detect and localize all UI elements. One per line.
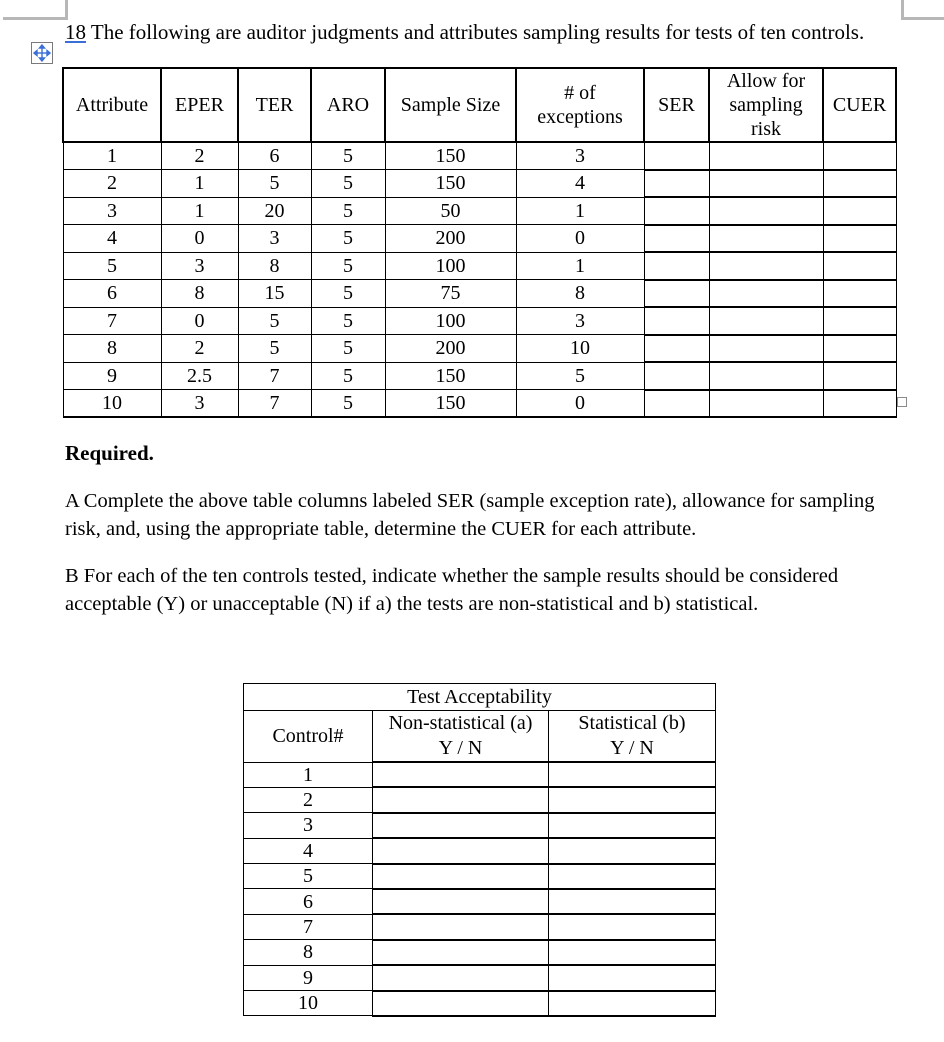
cell-attribute: 7	[63, 307, 161, 335]
cell-ter: 5	[238, 307, 311, 335]
results-table	[62, 67, 897, 418]
acceptability-row	[244, 965, 716, 990]
cell-control-number: 10	[244, 991, 373, 1016]
header-eper: EPER	[161, 68, 238, 142]
cell-cuer-input[interactable]	[823, 390, 896, 418]
cell-exceptions: 4	[516, 170, 644, 198]
results-row	[63, 197, 896, 225]
header-attribute: Attribute	[63, 68, 161, 142]
cell-sample-size: 150	[385, 362, 516, 390]
cell-allowance-input[interactable]	[709, 225, 823, 253]
cell-ter: 15	[238, 280, 311, 308]
cell-exceptions: 0	[516, 390, 644, 418]
cell-attribute: 1	[63, 142, 161, 170]
cell-cuer-input[interactable]	[823, 335, 896, 363]
header-ter: TER	[238, 68, 311, 142]
cell-eper: 1	[161, 170, 238, 198]
cell-aro: 5	[311, 142, 385, 170]
header-nonstatistical	[373, 711, 549, 763]
acceptability-row	[244, 762, 716, 787]
cell-nonstatistical-input[interactable]	[373, 889, 549, 914]
cell-sample-size: 200	[385, 335, 516, 363]
header-aro: ARO	[311, 68, 385, 142]
cell-attribute: 10	[63, 390, 161, 418]
cell-aro: 5	[311, 390, 385, 418]
cell-exceptions: 5	[516, 362, 644, 390]
cell-ser-input[interactable]	[644, 197, 709, 225]
acceptability-row	[244, 838, 716, 863]
results-row	[63, 390, 896, 418]
cell-nonstatistical-input[interactable]	[373, 864, 549, 889]
cell-cuer-input[interactable]	[823, 170, 896, 198]
results-header-row	[63, 68, 896, 142]
cell-attribute: 6	[63, 280, 161, 308]
question-text: The following are auditor judgments and attributes sampling results for tests of ten controls.	[86, 20, 865, 44]
cell-attribute: 8	[63, 335, 161, 363]
cell-attribute: 5	[63, 252, 161, 280]
cell-allowance-input[interactable]	[709, 390, 823, 418]
cell-eper: 2	[161, 142, 238, 170]
cell-aro: 5	[311, 225, 385, 253]
cell-control-number: 8	[244, 940, 373, 965]
header-nonstatistical-line1: Non-statistical (a)	[388, 712, 533, 734]
cell-ter: 7	[238, 390, 311, 418]
header-exceptions-line2: exceptions	[537, 106, 623, 128]
cell-exceptions: 1	[516, 252, 644, 280]
cell-eper: 1	[161, 197, 238, 225]
table-move-handle-icon[interactable]	[31, 42, 53, 64]
cell-ser-input[interactable]	[644, 225, 709, 253]
cell-control-number: 9	[244, 965, 373, 990]
cell-eper: 0	[161, 225, 238, 253]
acceptability-row	[244, 914, 716, 939]
cell-statistical-input[interactable]	[549, 762, 716, 787]
required-heading: Required.	[65, 441, 154, 465]
cell-nonstatistical-input[interactable]	[373, 813, 549, 838]
cell-ser-input[interactable]	[644, 362, 709, 390]
cell-allowance-input[interactable]	[709, 142, 823, 170]
cell-aro: 5	[311, 170, 385, 198]
cell-cuer-input[interactable]	[823, 225, 896, 253]
cell-ter: 5	[238, 170, 311, 198]
cell-allowance-input[interactable]	[709, 252, 823, 280]
header-allowance-line1: Allow for	[726, 70, 806, 92]
cell-ser-input[interactable]	[644, 307, 709, 335]
cell-sample-size: 150	[385, 142, 516, 170]
results-row	[63, 335, 896, 363]
results-row	[63, 362, 896, 390]
cell-allowance-input[interactable]	[709, 280, 823, 308]
cell-allowance-input[interactable]	[709, 335, 823, 363]
cell-cuer-input[interactable]	[823, 197, 896, 225]
header-allowance-line3: risk	[751, 118, 781, 140]
header-statistical-line2: Y / N	[610, 737, 654, 759]
question-title	[65, 20, 864, 45]
cell-attribute: 9	[63, 362, 161, 390]
cell-aro: 5	[311, 362, 385, 390]
cell-eper: 3	[161, 390, 238, 418]
acceptability-row	[244, 813, 716, 838]
cell-nonstatistical-input[interactable]	[373, 838, 549, 863]
cell-statistical-input[interactable]	[549, 813, 716, 838]
header-exceptions	[516, 68, 644, 142]
cell-control-number: 7	[244, 914, 373, 939]
results-row	[63, 252, 896, 280]
results-row	[63, 225, 896, 253]
header-allowance-line2: sampling	[729, 94, 803, 116]
cell-ser-input[interactable]	[644, 335, 709, 363]
cell-eper: 2	[161, 335, 238, 363]
cell-statistical-input[interactable]	[549, 914, 716, 939]
acceptability-row	[244, 991, 716, 1016]
cell-statistical-input[interactable]	[549, 965, 716, 990]
acceptability-title: Test Acceptability	[244, 684, 716, 711]
acceptability-title-row	[244, 684, 716, 711]
cell-nonstatistical-input[interactable]	[373, 914, 549, 939]
cell-control-number: 2	[244, 787, 373, 812]
cell-attribute: 3	[63, 197, 161, 225]
cell-nonstatistical-input[interactable]	[373, 940, 549, 965]
cell-statistical-input[interactable]	[549, 838, 716, 863]
four-way-arrow-icon	[33, 44, 51, 62]
cell-sample-size: 75	[385, 280, 516, 308]
cell-cuer-input[interactable]	[823, 362, 896, 390]
acceptability-row	[244, 889, 716, 914]
margin-corner-mark-right	[901, 0, 944, 20]
cell-ser-input[interactable]	[644, 280, 709, 308]
cell-ter: 5	[238, 335, 311, 363]
header-cuer: CUER	[823, 68, 896, 142]
header-nonstatistical-line2: Y / N	[438, 737, 483, 759]
header-statistical-line1: Statistical (b)	[578, 712, 686, 734]
cell-ser-input[interactable]	[644, 252, 709, 280]
table-resize-handle[interactable]	[897, 397, 907, 407]
cell-attribute: 2	[63, 170, 161, 198]
cell-control-number: 3	[244, 813, 373, 838]
cell-aro: 5	[311, 280, 385, 308]
cell-ter: 3	[238, 225, 311, 253]
acceptability-table	[243, 683, 716, 1017]
cell-sample-size: 100	[385, 307, 516, 335]
cell-sample-size: 100	[385, 252, 516, 280]
required-part-b: B For each of the ten controls tested, indicate whether the sample results should be considered acceptable (Y) or unacceptable (N) if a) the tests are non-statistical and b) statistical.	[65, 565, 839, 615]
cell-sample-size: 150	[385, 390, 516, 418]
acceptability-body	[244, 762, 716, 1016]
cell-eper: 0	[161, 307, 238, 335]
cell-statistical-input[interactable]	[549, 940, 716, 965]
cell-allowance-input[interactable]	[709, 170, 823, 198]
results-row	[63, 170, 896, 198]
cell-exceptions: 3	[516, 142, 644, 170]
cell-allowance-input[interactable]	[709, 362, 823, 390]
required-part-a: A Complete the above table columns labeled SER (sample exception rate), allowance for sampling risk, and, using the appropriate table, determine the CUER for each attribute.	[65, 490, 875, 540]
header-allowance	[709, 68, 823, 142]
cell-statistical-input[interactable]	[549, 991, 716, 1016]
results-row	[63, 142, 896, 170]
cell-ser-input[interactable]	[644, 142, 709, 170]
cell-control-number: 5	[244, 864, 373, 889]
cell-sample-size: 200	[385, 225, 516, 253]
header-statistical	[549, 711, 716, 763]
cell-nonstatistical-input[interactable]	[373, 991, 549, 1016]
results-row	[63, 280, 896, 308]
cell-sample-size: 50	[385, 197, 516, 225]
cell-control-number: 1	[244, 762, 373, 787]
cell-exceptions: 1	[516, 197, 644, 225]
results-row	[63, 307, 896, 335]
acceptability-header-row	[244, 711, 716, 763]
cell-exceptions: 0	[516, 225, 644, 253]
cell-exceptions: 3	[516, 307, 644, 335]
cell-nonstatistical-input[interactable]	[373, 787, 549, 812]
cell-cuer-input[interactable]	[823, 142, 896, 170]
cell-exceptions: 10	[516, 335, 644, 363]
cell-allowance-input[interactable]	[709, 197, 823, 225]
cell-nonstatistical-input[interactable]	[373, 965, 549, 990]
cell-aro: 5	[311, 252, 385, 280]
cell-eper: 3	[161, 252, 238, 280]
cell-ser-input[interactable]	[644, 390, 709, 418]
cell-ter: 6	[238, 142, 311, 170]
cell-control-number: 6	[244, 889, 373, 914]
cell-cuer-input[interactable]	[823, 252, 896, 280]
cell-control-number: 4	[244, 838, 373, 863]
acceptability-row	[244, 787, 716, 812]
cell-aro: 5	[311, 307, 385, 335]
header-control: Control#	[244, 711, 373, 763]
cell-ter: 7	[238, 362, 311, 390]
header-sample-size: Sample Size	[385, 68, 516, 142]
cell-ter: 8	[238, 252, 311, 280]
cell-attribute: 4	[63, 225, 161, 253]
header-ser: SER	[644, 68, 709, 142]
cell-aro: 5	[311, 335, 385, 363]
margin-corner-mark-left	[3, 0, 65, 20]
cell-nonstatistical-input[interactable]	[373, 762, 549, 787]
cell-ter: 20	[238, 197, 311, 225]
cell-exceptions: 8	[516, 280, 644, 308]
cell-statistical-input[interactable]	[549, 889, 716, 914]
cell-sample-size: 150	[385, 170, 516, 198]
results-body	[63, 142, 896, 417]
question-number: 18	[65, 20, 86, 44]
cell-statistical-input[interactable]	[549, 864, 716, 889]
acceptability-row	[244, 864, 716, 889]
cell-eper: 8	[161, 280, 238, 308]
cell-statistical-input[interactable]	[549, 787, 716, 812]
cell-cuer-input[interactable]	[823, 307, 896, 335]
cell-cuer-input[interactable]	[823, 280, 896, 308]
acceptability-row	[244, 940, 716, 965]
cell-eper: 2.5	[161, 362, 238, 390]
header-exceptions-line1: # of	[564, 82, 596, 104]
cell-allowance-input[interactable]	[709, 307, 823, 335]
cell-aro: 5	[311, 197, 385, 225]
cell-ser-input[interactable]	[644, 170, 709, 198]
